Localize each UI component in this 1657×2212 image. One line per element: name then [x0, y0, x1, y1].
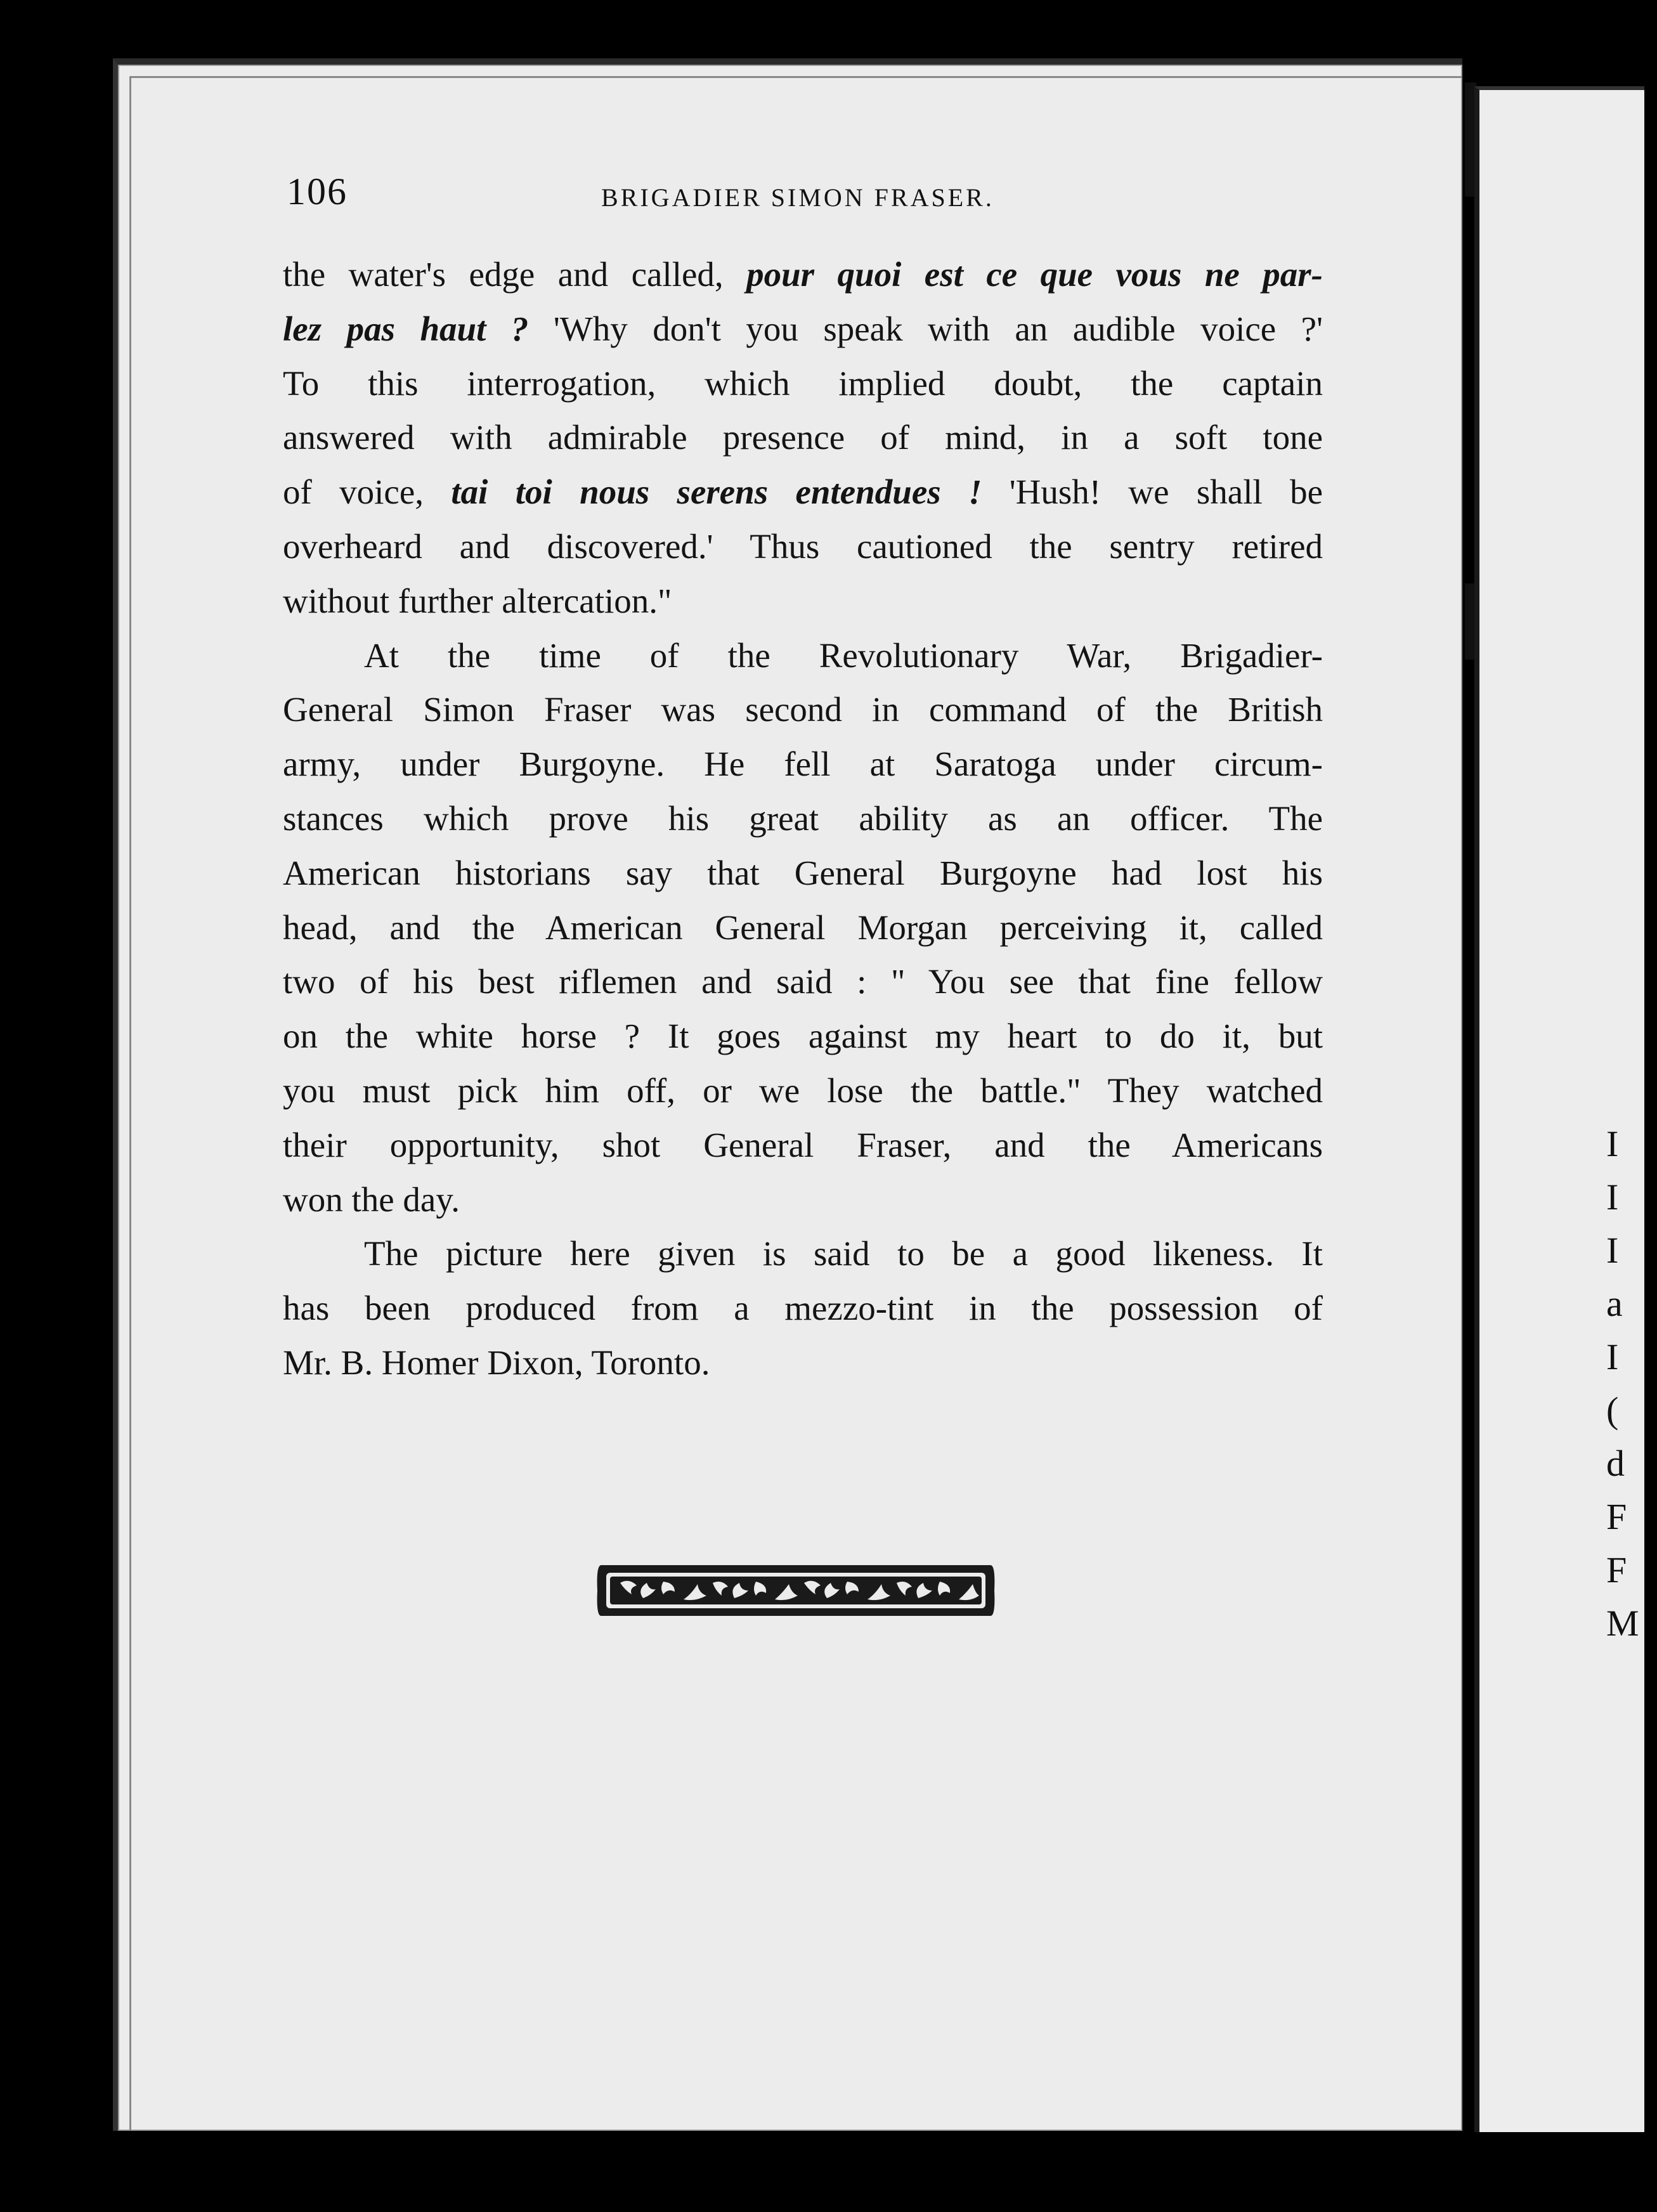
text-line: Mr. B. Homer Dixon, Toronto.: [283, 1343, 710, 1382]
facing-letter: M: [1606, 1603, 1639, 1644]
text-line: you must pick him off, or we lose the battle." They watched: [283, 1070, 1323, 1110]
text-line: [283, 465, 1323, 519]
text-line: their opportunity, shot General Fraser, and the Americans: [283, 1125, 1323, 1164]
text-run: 'Why don't you speak with an audible voice ?': [528, 309, 1323, 348]
text-line: [283, 302, 1323, 356]
french-phrase: tai toi nous serens entendues !: [451, 472, 982, 512]
text-line: [283, 247, 1323, 302]
paragraph-2: [283, 628, 1323, 1227]
facing-letter: d: [1606, 1443, 1625, 1484]
text-line: American historians say that General Burgoyne had lost his: [283, 853, 1323, 892]
french-phrase: pour quoi est ce que vous ne par-: [746, 255, 1323, 294]
text-line: The picture here given is said to be a good likeness. It: [364, 1234, 1323, 1273]
text-line: To this interrogation, which implied doubt, the captain: [283, 363, 1323, 403]
text-line: army, under Burgoyne. He fell at Saratoga under circum-: [283, 745, 1323, 784]
facing-letter: (: [1606, 1389, 1619, 1431]
text-line: head, and the American General Morgan perceiving it, called: [283, 908, 1323, 947]
text-line: At the time of the Revolutionary War, Brigadier-: [364, 635, 1323, 675]
text-line: without further altercation.": [283, 581, 672, 620]
text-line: overheard and discovered.' Thus cautioned the sentry retired: [283, 526, 1323, 566]
facing-letter: I: [1606, 1176, 1619, 1218]
facing-letter: F: [1606, 1549, 1627, 1591]
text-line: stances which prove his great ability as an officer. The: [283, 798, 1323, 838]
text-run: of voice,: [283, 472, 452, 512]
text-line: won the day.: [283, 1180, 460, 1219]
decorative-scroll-ornament-icon: [595, 1561, 997, 1620]
running-title: BRIGADIER SIMON FRASER.: [601, 183, 994, 212]
facing-letter: I: [1606, 1336, 1619, 1377]
text-run: the water's edge and called,: [283, 255, 747, 294]
page-body: [283, 247, 1323, 1390]
french-phrase: lez pas haut ?: [283, 309, 529, 348]
facing-letter: I: [1606, 1123, 1619, 1164]
facing-page-edge: [1474, 86, 1644, 2132]
text-run: 'Hush! we shall be: [982, 472, 1323, 512]
facing-page-letters: [1606, 1117, 1657, 1650]
paragraph-3: [283, 1226, 1323, 1389]
text-line: has been produced from a mezzo-tint in the possession of: [283, 1289, 1323, 1328]
page-header: [287, 170, 1327, 221]
facing-letter: I: [1606, 1230, 1619, 1271]
text-line: two of his best riflemen and said : " You see that fine fellow: [283, 962, 1323, 1001]
facing-letter: a: [1606, 1283, 1623, 1324]
page-number: 106: [287, 171, 348, 212]
paragraph-1: [283, 247, 1323, 628]
facing-letter: F: [1606, 1496, 1627, 1537]
text-line: on the white horse ? It goes against my heart to do it, but: [283, 1017, 1323, 1056]
text-line: General Simon Fraser was second in command of the British: [283, 690, 1323, 729]
text-line: answered with admirable presence of mind, in a soft tone: [283, 418, 1323, 457]
